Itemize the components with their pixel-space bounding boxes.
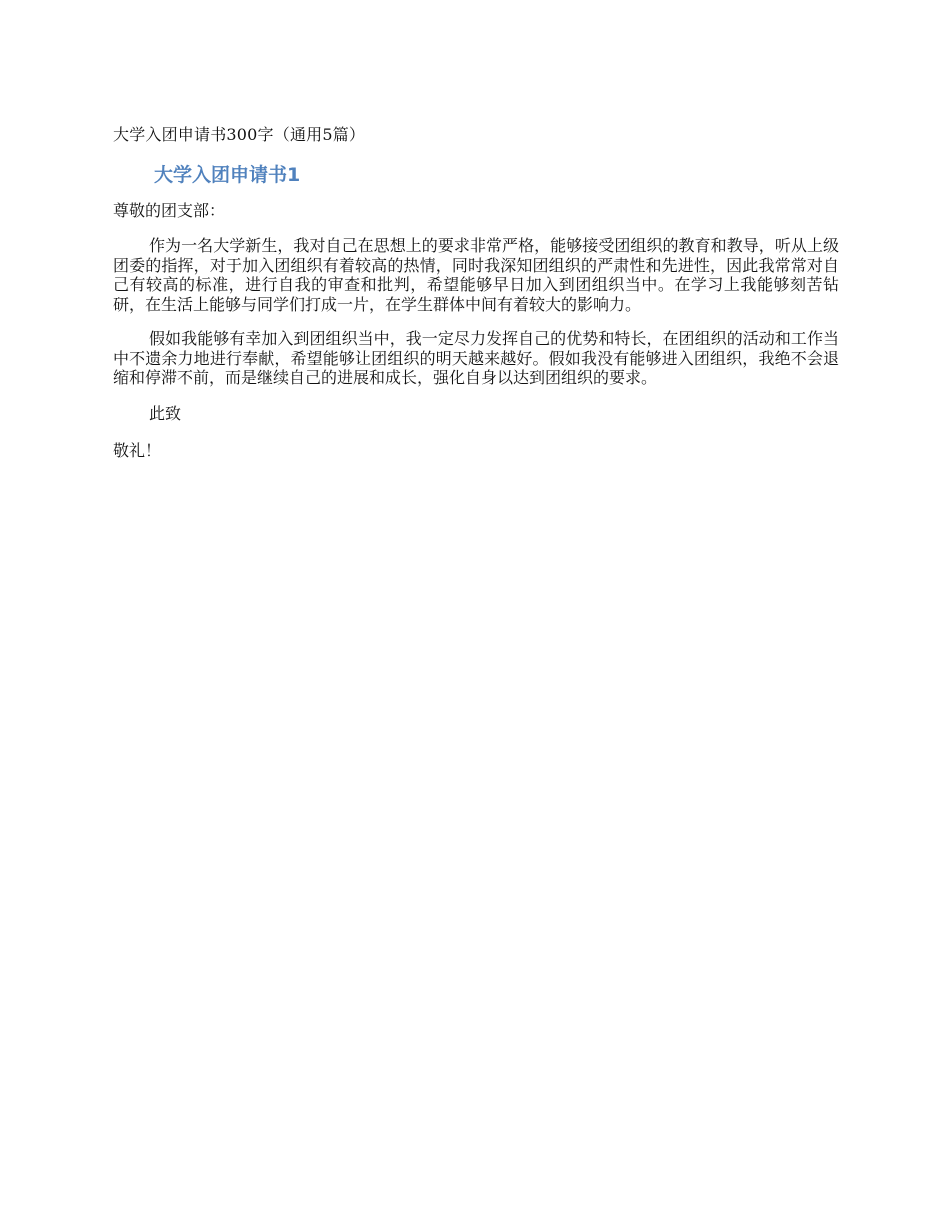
salutation: 尊敬的团支部： xyxy=(113,201,226,220)
regards-line: 敬礼！ xyxy=(113,440,162,460)
body-paragraph-2: 假如我能够有幸加入到团组织当中，我一定尽力发挥自己的优势和特长，在团组织的活动和工作当中不遗余力地进行奉献，希望能够让团组织的明天越来越好。假如我没有能够进入团组织，我绝不会退缩和停滞不前，而是继续自己的进展和成长，强化自身以达到团组织的要求。 xyxy=(113,329,839,387)
closing-line: 此致 xyxy=(149,403,182,423)
body-paragraph-1: 作为一名大学新生，我对自己在思想上的要求非常严格，能够接受团组织的教育和教导，听从上级团委的指挥，对于加入团组织有着较高的热情，同时我深知团组织的严肃性和先进性，因此我常常对自己有较高的标准，进行自我的审查和批判，希望能够早日加入到团组织当中。在学习上我能够刻苦钻研，在生活上能够与同学们打成一片，在学生群体中间有着较大的影响力。 xyxy=(113,236,839,314)
document-content xyxy=(113,124,839,462)
section-heading: 大学入团申请书1 xyxy=(154,164,301,186)
document-title: 大学入团申请书300字（通用5篇） xyxy=(113,125,366,144)
